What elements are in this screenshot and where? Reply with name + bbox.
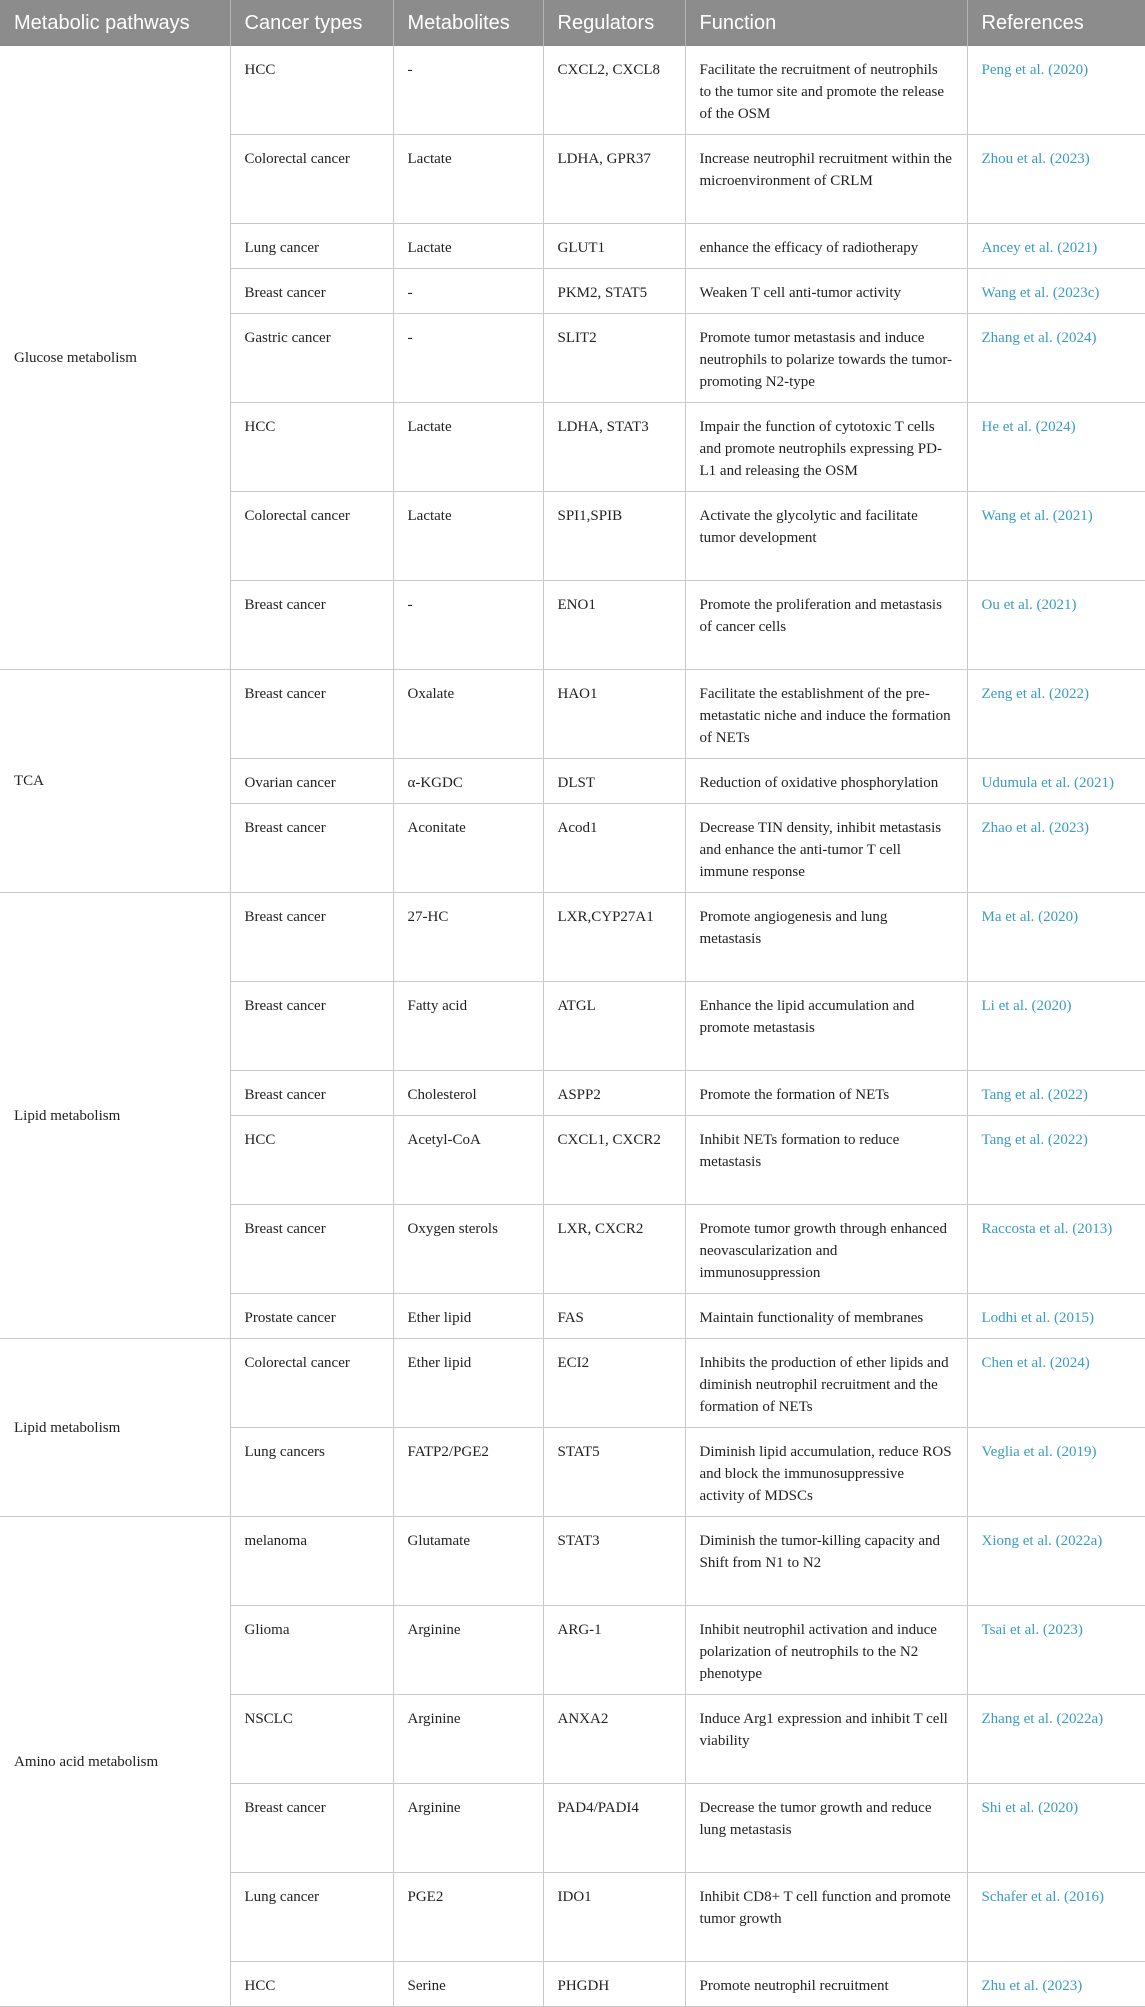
metabolite-cell: Arginine bbox=[393, 1695, 543, 1784]
cancer-type-cell: Breast cancer bbox=[230, 581, 393, 670]
function-cell: Increase neutrophil recruitment within the microenvironment of CRLM bbox=[685, 135, 967, 224]
reference-link[interactable]: He et al. (2024) bbox=[967, 403, 1145, 492]
regulators-cell: LDHA, GPR37 bbox=[543, 135, 685, 224]
regulators-cell: LDHA, STAT3 bbox=[543, 403, 685, 492]
cancer-type-cell: Glioma bbox=[230, 1606, 393, 1695]
reference-link[interactable]: Zhao et al. (2023) bbox=[967, 804, 1145, 893]
reference-link[interactable]: Shi et al. (2020) bbox=[967, 1784, 1145, 1873]
header-function: Function bbox=[685, 0, 967, 46]
reference-link[interactable]: Peng et al. (2020) bbox=[967, 46, 1145, 135]
function-cell: Activate the glycolytic and facilitate tumor development bbox=[685, 492, 967, 581]
metabolite-cell: FATP2/PGE2 bbox=[393, 1428, 543, 1517]
function-cell: enhance the efficacy of radiotherapy bbox=[685, 224, 967, 269]
pathway-cell: Lipid metabolism bbox=[0, 1339, 230, 1517]
function-cell: Enhance the lipid accumulation and promote metastasis bbox=[685, 982, 967, 1071]
function-cell: Facilitate the establishment of the pre-metastatic niche and induce the formation of NETs bbox=[685, 670, 967, 759]
cancer-type-cell: Colorectal cancer bbox=[230, 492, 393, 581]
cancer-type-cell: Gastric cancer bbox=[230, 314, 393, 403]
function-cell: Inhibit NETs formation to reduce metastasis bbox=[685, 1116, 967, 1205]
pathway-cell: Amino acid metabolism bbox=[0, 1517, 230, 2007]
regulators-cell: STAT5 bbox=[543, 1428, 685, 1517]
regulators-cell: PHGDH bbox=[543, 1962, 685, 2007]
header-regulators: Regulators bbox=[543, 0, 685, 46]
reference-link[interactable]: Zhang et al. (2024) bbox=[967, 314, 1145, 403]
function-cell: Impair the function of cytotoxic T cells and promote neutrophils expressing PD-L1 and releasing the OSM bbox=[685, 403, 967, 492]
cancer-type-cell: Breast cancer bbox=[230, 804, 393, 893]
cancer-type-cell: HCC bbox=[230, 403, 393, 492]
function-cell: Diminish lipid accumulation, reduce ROS and block the immunosuppressive activity of MDSCs bbox=[685, 1428, 967, 1517]
reference-link[interactable]: Schafer et al. (2016) bbox=[967, 1873, 1145, 1962]
metabolite-cell: Lactate bbox=[393, 224, 543, 269]
regulators-cell: SLIT2 bbox=[543, 314, 685, 403]
cancer-type-cell: Breast cancer bbox=[230, 1784, 393, 1873]
cancer-type-cell: Breast cancer bbox=[230, 1071, 393, 1116]
metabolite-cell: Lactate bbox=[393, 135, 543, 224]
reference-link[interactable]: Ou et al. (2021) bbox=[967, 581, 1145, 670]
metabolite-cell: - bbox=[393, 269, 543, 314]
metabolite-cell: - bbox=[393, 314, 543, 403]
pathway-cell: Lipid metabolism bbox=[0, 893, 230, 1339]
header-cancer-types: Cancer types bbox=[230, 0, 393, 46]
cancer-type-cell: Ovarian cancer bbox=[230, 759, 393, 804]
metabolite-cell: Lactate bbox=[393, 403, 543, 492]
metabolite-cell: Arginine bbox=[393, 1606, 543, 1695]
cancer-type-cell: Breast cancer bbox=[230, 670, 393, 759]
table-row bbox=[0, 893, 1145, 982]
regulators-cell: PAD4/PADI4 bbox=[543, 1784, 685, 1873]
regulators-cell: GLUT1 bbox=[543, 224, 685, 269]
cancer-type-cell: Lung cancers bbox=[230, 1428, 393, 1517]
cancer-type-cell: Breast cancer bbox=[230, 1205, 393, 1294]
function-cell: Promote angiogenesis and lung metastasis bbox=[685, 893, 967, 982]
cancer-type-cell: Breast cancer bbox=[230, 982, 393, 1071]
cancer-type-cell: HCC bbox=[230, 1962, 393, 2007]
regulators-cell: CXCL2, CXCL8 bbox=[543, 46, 685, 135]
function-cell: Decrease the tumor growth and reduce lung metastasis bbox=[685, 1784, 967, 1873]
regulators-cell: STAT3 bbox=[543, 1517, 685, 1606]
reference-link[interactable]: Wang et al. (2021) bbox=[967, 492, 1145, 581]
table-row bbox=[0, 1339, 1145, 1428]
function-cell: Promote the proliferation and metastasis of cancer cells bbox=[685, 581, 967, 670]
header-row bbox=[0, 0, 1145, 46]
regulators-cell: CXCL1, CXCR2 bbox=[543, 1116, 685, 1205]
reference-link[interactable]: Ancey et al. (2021) bbox=[967, 224, 1145, 269]
table-row bbox=[0, 670, 1145, 759]
function-cell: Diminish the tumor-killing capacity and Shift from N1 to N2 bbox=[685, 1517, 967, 1606]
header-references: References bbox=[967, 0, 1145, 46]
table-body bbox=[0, 46, 1145, 2007]
cancer-type-cell: Breast cancer bbox=[230, 893, 393, 982]
regulators-cell: PKM2, STAT5 bbox=[543, 269, 685, 314]
regulators-cell: LXR, CXCR2 bbox=[543, 1205, 685, 1294]
regulators-cell: ARG-1 bbox=[543, 1606, 685, 1695]
regulators-cell: FAS bbox=[543, 1294, 685, 1339]
function-cell: Promote tumor metastasis and induce neutrophils to polarize towards the tumor-promoting N2-type bbox=[685, 314, 967, 403]
metabolite-cell: Fatty acid bbox=[393, 982, 543, 1071]
metabolite-cell: Cholesterol bbox=[393, 1071, 543, 1116]
reference-link[interactable]: Xiong et al. (2022a) bbox=[967, 1517, 1145, 1606]
reference-link[interactable]: Udumula et al. (2021) bbox=[967, 759, 1145, 804]
reference-link[interactable]: Zhang et al. (2022a) bbox=[967, 1695, 1145, 1784]
header-metabolic-pathways: Metabolic pathways bbox=[0, 0, 230, 46]
metabolite-cell: 27-HC bbox=[393, 893, 543, 982]
cancer-type-cell: Lung cancer bbox=[230, 1873, 393, 1962]
metabolite-cell: Lactate bbox=[393, 492, 543, 581]
regulators-cell: LXR,CYP27A1 bbox=[543, 893, 685, 982]
regulators-cell: IDO1 bbox=[543, 1873, 685, 1962]
table-row bbox=[0, 1517, 1145, 1606]
metabolite-cell: Oxalate bbox=[393, 670, 543, 759]
function-cell: Promote the formation of NETs bbox=[685, 1071, 967, 1116]
metabolite-cell: Glutamate bbox=[393, 1517, 543, 1606]
metabolite-cell: Acetyl-CoA bbox=[393, 1116, 543, 1205]
regulators-cell: SPI1,SPIB bbox=[543, 492, 685, 581]
metabolite-cell: PGE2 bbox=[393, 1873, 543, 1962]
regulators-cell: ATGL bbox=[543, 982, 685, 1071]
table-row bbox=[0, 46, 1145, 135]
reference-link[interactable]: Tsai et al. (2023) bbox=[967, 1606, 1145, 1695]
reference-link[interactable]: Zhou et al. (2023) bbox=[967, 135, 1145, 224]
metabolite-cell: Serine bbox=[393, 1962, 543, 2007]
function-cell: Inhibit CD8+ T cell function and promote tumor growth bbox=[685, 1873, 967, 1962]
metabolite-cell: Oxygen sterols bbox=[393, 1205, 543, 1294]
cancer-type-cell: Lung cancer bbox=[230, 224, 393, 269]
reference-link[interactable]: Ma et al. (2020) bbox=[967, 893, 1145, 982]
function-cell: Maintain functionality of membranes bbox=[685, 1294, 967, 1339]
header-metabolites: Metabolites bbox=[393, 0, 543, 46]
regulators-cell: ENO1 bbox=[543, 581, 685, 670]
reference-link[interactable]: Lodhi et al. (2015) bbox=[967, 1294, 1145, 1339]
metabolite-cell: Aconitate bbox=[393, 804, 543, 893]
pathway-cell: Glucose metabolism bbox=[0, 46, 230, 670]
function-cell: Inhibit neutrophil activation and induce polarization of neutrophils to the N2 phenotype bbox=[685, 1606, 967, 1695]
function-cell: Inhibits the production of ether lipids and diminish neutrophil recruitment and the formation of NETs bbox=[685, 1339, 967, 1428]
function-cell: Induce Arg1 expression and inhibit T cell viability bbox=[685, 1695, 967, 1784]
cancer-type-cell: Colorectal cancer bbox=[230, 135, 393, 224]
function-cell: Reduction of oxidative phosphorylation bbox=[685, 759, 967, 804]
cancer-type-cell: HCC bbox=[230, 46, 393, 135]
reference-link[interactable]: Chen et al. (2024) bbox=[967, 1339, 1145, 1428]
reference-link[interactable]: Raccosta et al. (2013) bbox=[967, 1205, 1145, 1294]
cancer-type-cell: HCC bbox=[230, 1116, 393, 1205]
cancer-type-cell: Prostate cancer bbox=[230, 1294, 393, 1339]
regulators-cell: ANXA2 bbox=[543, 1695, 685, 1784]
metabolite-cell: Ether lipid bbox=[393, 1294, 543, 1339]
function-cell: Decrease TIN density, inhibit metastasis and enhance the anti-tumor T cell immune response bbox=[685, 804, 967, 893]
reference-link[interactable]: Zeng et al. (2022) bbox=[967, 670, 1145, 759]
cancer-type-cell: Breast cancer bbox=[230, 269, 393, 314]
cancer-type-cell: melanoma bbox=[230, 1517, 393, 1606]
reference-link[interactable]: Tang et al. (2022) bbox=[967, 1116, 1145, 1205]
cancer-type-cell: NSCLC bbox=[230, 1695, 393, 1784]
metabolite-cell: α-KGDC bbox=[393, 759, 543, 804]
function-cell: Promote neutrophil recruitment bbox=[685, 1962, 967, 2007]
pathway-cell: TCA bbox=[0, 670, 230, 893]
reference-link[interactable]: Veglia et al. (2019) bbox=[967, 1428, 1145, 1517]
function-cell: Weaken T cell anti-tumor activity bbox=[685, 269, 967, 314]
reference-link[interactable]: Tang et al. (2022) bbox=[967, 1071, 1145, 1116]
reference-link[interactable]: Li et al. (2020) bbox=[967, 982, 1145, 1071]
metabolite-cell: - bbox=[393, 581, 543, 670]
regulators-cell: HAO1 bbox=[543, 670, 685, 759]
function-cell: Promote tumor growth through enhanced neovascularization and immunosuppression bbox=[685, 1205, 967, 1294]
reference-link[interactable]: Zhu et al. (2023) bbox=[967, 1962, 1145, 2007]
function-cell: Facilitate the recruitment of neutrophils to the tumor site and promote the release of the OSM bbox=[685, 46, 967, 135]
metabolite-cell: Ether lipid bbox=[393, 1339, 543, 1428]
metabolite-cell: Arginine bbox=[393, 1784, 543, 1873]
metabolite-cell: - bbox=[393, 46, 543, 135]
cancer-type-cell: Colorectal cancer bbox=[230, 1339, 393, 1428]
regulators-cell: Acod1 bbox=[543, 804, 685, 893]
regulators-cell: ECI2 bbox=[543, 1339, 685, 1428]
regulators-cell: DLST bbox=[543, 759, 685, 804]
reference-link[interactable]: Wang et al. (2023c) bbox=[967, 269, 1145, 314]
regulators-cell: ASPP2 bbox=[543, 1071, 685, 1116]
